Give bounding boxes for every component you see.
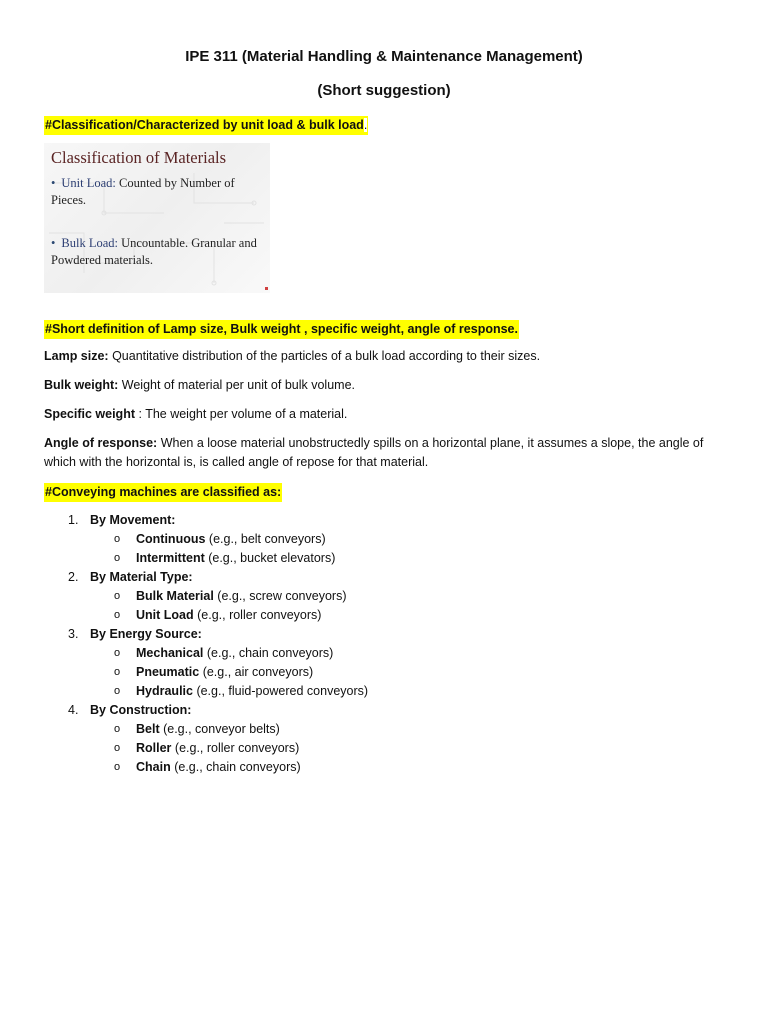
sub-item-text: (e.g., air conveyors) <box>199 665 314 679</box>
classification-heading <box>44 116 368 135</box>
sub-item-term: Hydraulic <box>136 684 193 698</box>
hollow-bullet-icon: o <box>114 761 121 773</box>
definition-angle-of-response <box>44 434 724 472</box>
document-title: IPE 311 (Material Handling & Maintenance Management) <box>185 48 583 65</box>
list-number: 1. <box>68 513 79 527</box>
definition-term: Lamp size: <box>44 349 109 363</box>
sub-list-item <box>44 606 724 625</box>
slide-bullet-bulk-load <box>51 235 266 269</box>
sub-list-item <box>44 758 724 777</box>
sub-list-item <box>44 720 724 739</box>
list-label: By Material Type: <box>90 570 193 584</box>
sub-item-term: Belt <box>136 722 160 736</box>
classification-heading-trail: . <box>363 118 368 132</box>
slide-desc: Uncountable. Granular and Powdered materials. <box>51 236 257 267</box>
slide-desc: Counted by Number of Pieces. <box>51 176 235 207</box>
bullet-dot-icon: • <box>51 236 56 250</box>
definition-term: Angle of response: <box>44 436 158 450</box>
list-item <box>44 511 724 530</box>
slide-corner-mark <box>265 287 268 290</box>
sub-list-item <box>44 644 724 663</box>
sub-item-text: (e.g., fluid-powered conveyors) <box>192 684 369 698</box>
slide-term: Unit Load: <box>61 176 116 190</box>
sub-item-text: (e.g., belt conveyors) <box>205 532 326 546</box>
sub-list-item <box>44 530 724 549</box>
sub-item-term: Pneumatic <box>136 665 200 679</box>
sub-item-text: (e.g., bucket elevators) <box>204 551 336 565</box>
sub-item-term: Continuous <box>136 532 206 546</box>
list-label: By Energy Source: <box>90 627 202 641</box>
sub-item-term: Intermittent <box>136 551 205 565</box>
document-subtitle: (Short suggestion) <box>317 82 451 99</box>
conveying-heading: #Conveying machines are classified as: <box>44 483 282 502</box>
definition-term: Bulk weight: <box>44 378 119 392</box>
list-number: 4. <box>68 703 79 717</box>
list-item <box>44 568 724 587</box>
sub-list-item <box>44 739 724 758</box>
slide-bullet-unit-load <box>51 175 266 209</box>
sub-list-item <box>44 663 724 682</box>
sub-list-item <box>44 682 724 701</box>
hollow-bullet-icon: o <box>114 552 121 564</box>
sub-item-text: (e.g., chain conveyors) <box>170 760 301 774</box>
hollow-bullet-icon: o <box>114 647 121 659</box>
sub-item-text: (e.g., roller conveyors) <box>171 741 300 755</box>
classification-heading-text: #Classification/Characterized by unit load & bulk load <box>45 118 364 132</box>
definition-term: Specific weight <box>44 407 135 421</box>
definition-bulk-weight <box>44 376 724 395</box>
conveying-classification-list <box>44 511 724 777</box>
hollow-bullet-icon: o <box>114 742 121 754</box>
hollow-bullet-icon: o <box>114 533 121 545</box>
hollow-bullet-icon: o <box>114 685 121 697</box>
hollow-bullet-icon: o <box>114 609 121 621</box>
hollow-bullet-icon: o <box>114 666 121 678</box>
slide-title: Classification of Materials <box>51 148 227 167</box>
definition-text: When a loose material unobstructedly spills on a horizontal plane, it assumes a slope, the angle of which with the horizontal is, is called angle of repose for that material. <box>44 436 704 469</box>
sub-item-text: (e.g., chain conveyors) <box>203 646 334 660</box>
slide-term: Bulk Load: <box>61 236 118 250</box>
definition-specific-weight <box>44 405 724 424</box>
definition-lamp-size <box>44 347 724 366</box>
list-item <box>44 625 724 644</box>
sub-item-term: Chain <box>136 760 171 774</box>
hollow-bullet-icon: o <box>114 590 121 602</box>
sub-item-term: Unit Load <box>136 608 194 622</box>
list-number: 3. <box>68 627 79 641</box>
hollow-bullet-icon: o <box>114 723 121 735</box>
definition-heading: #Short definition of Lamp size, Bulk weight , specific weight, angle of response. <box>44 320 519 339</box>
sub-item-term: Roller <box>136 741 172 755</box>
bullet-dot-icon: • <box>51 176 56 190</box>
sub-item-text: (e.g., screw conveyors) <box>213 589 347 603</box>
definition-text: Weight of material per unit of bulk volume. <box>118 378 356 392</box>
sub-list-item <box>44 549 724 568</box>
sub-item-text: (e.g., roller conveyors) <box>193 608 322 622</box>
list-label: By Construction: <box>90 703 192 717</box>
list-number: 2. <box>68 570 79 584</box>
definition-text: Quantitative distribution of the particles of a bulk load according to their sizes. <box>108 349 541 363</box>
classification-slide-image <box>44 143 270 293</box>
definition-text: : The weight per volume of a material. <box>135 407 348 421</box>
sub-list-item <box>44 587 724 606</box>
sub-item-term: Bulk Material <box>136 589 214 603</box>
list-label: By Movement: <box>90 513 176 527</box>
sub-item-term: Mechanical <box>136 646 204 660</box>
sub-item-text: (e.g., conveyor belts) <box>159 722 280 736</box>
list-item <box>44 701 724 720</box>
